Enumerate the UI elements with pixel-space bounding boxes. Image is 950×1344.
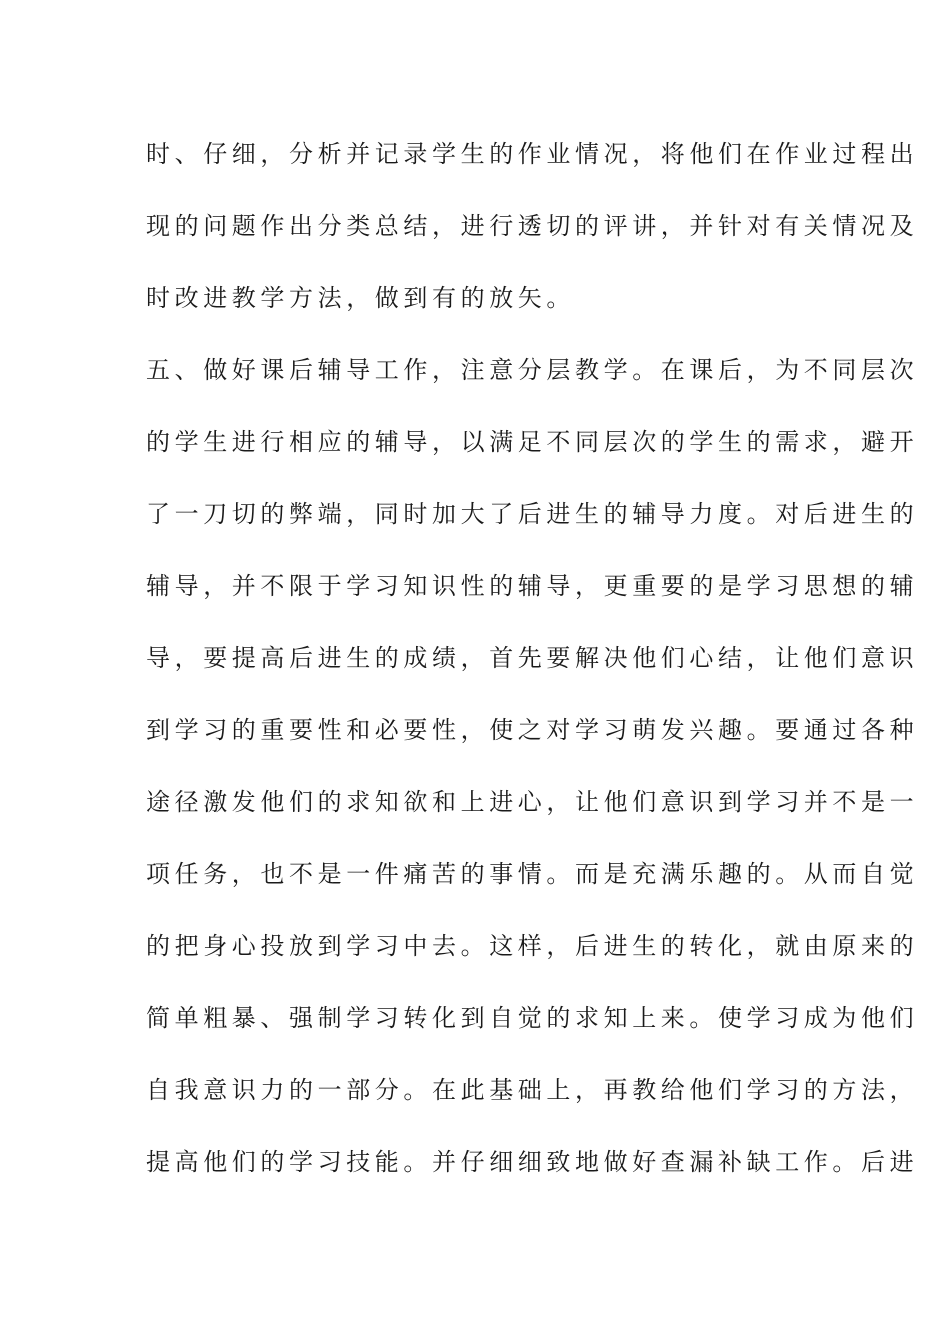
text-line: 提高他们的学习技能。并仔细细致地做好查漏补缺工作。后进 (146, 1148, 919, 1176)
text-line: 项任务，也不是一件痛苦的事情。而是充满乐趣的。从而自觉 (146, 860, 919, 888)
text-line: 的学生进行相应的辅导，以满足不同层次的学生的需求，避开 (146, 428, 919, 456)
text-line: 的把身心投放到学习中去。这样，后进生的转化，就由原来的 (146, 932, 919, 960)
text-line: 五、做好课后辅导工作，注意分层教学。在课后，为不同层次 (146, 356, 919, 384)
text-line: 辅导，并不限于学习知识性的辅导，更重要的是学习思想的辅 (146, 572, 919, 600)
text-line: 现的问题作出分类总结，进行透切的评讲，并针对有关情况及 (146, 212, 919, 240)
text-line: 途径激发他们的求知欲和上进心，让他们意识到学习并不是一 (146, 788, 919, 816)
text-line: 自我意识力的一部分。在此基础上，再教给他们学习的方法， (146, 1076, 919, 1104)
text-line: 时、仔细，分析并记录学生的作业情况，将他们在作业过程出 (146, 140, 919, 168)
text-line: 导，要提高后进生的成绩，首先要解决他们心结，让他们意识 (146, 644, 919, 672)
text-line: 时改进教学方法，做到有的放矢。 (146, 284, 575, 312)
text-line: 到学习的重要性和必要性，使之对学习萌发兴趣。要通过各种 (146, 716, 919, 744)
body-text (146, 130, 919, 1210)
text-line: 了一刀切的弊端，同时加大了后进生的辅导力度。对后进生的 (146, 500, 919, 528)
text-line: 简单粗暴、强制学习转化到自觉的求知上来。使学习成为他们 (146, 1004, 919, 1032)
